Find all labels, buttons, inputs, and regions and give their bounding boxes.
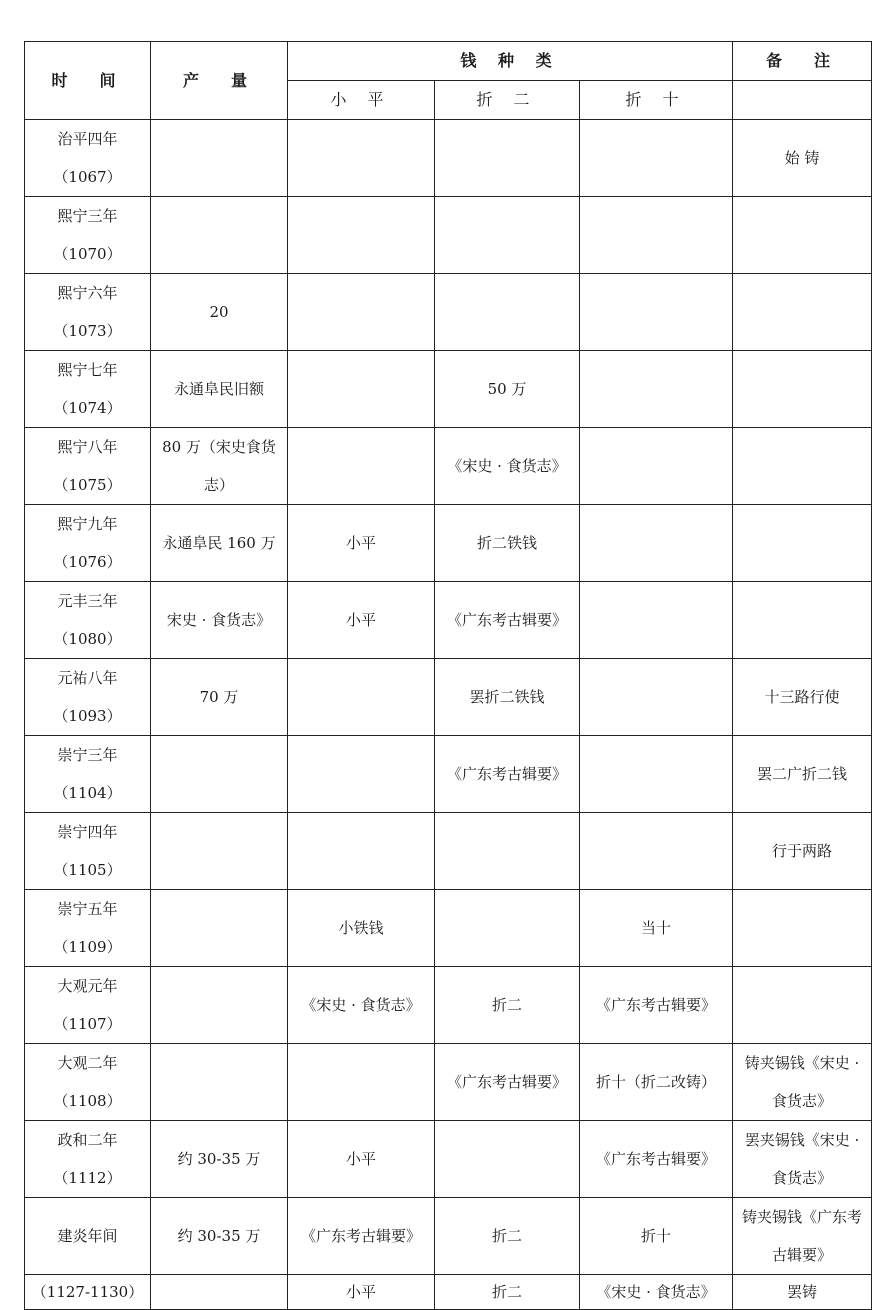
cell-note-text: 行于两路 — [772, 842, 833, 860]
table-row — [25, 890, 872, 967]
period-year: （1109） — [53, 938, 122, 956]
cell-note — [733, 505, 872, 582]
cell-zhe-er-text: 《广东考古辑要》 — [446, 765, 567, 783]
cell-zhe-er-text: 《广东考古辑要》 — [446, 611, 567, 629]
cell-time — [25, 1121, 151, 1198]
cell-zhe-er — [435, 1121, 580, 1198]
cell-zhe-shi — [580, 582, 733, 659]
cell-note — [733, 197, 872, 274]
cell-xiaoping — [288, 736, 435, 813]
cell-zhe-er-text: 罢折二铁钱 — [469, 688, 545, 706]
cell-output — [151, 1198, 288, 1275]
cell-zhe-shi — [580, 890, 733, 967]
cell-zhe-er — [435, 428, 580, 505]
cell-note — [733, 274, 872, 351]
cell-note — [733, 890, 872, 967]
cell-xiaoping-text: 《广东考古辑要》 — [300, 1227, 421, 1245]
cell-xiaoping — [288, 659, 435, 736]
cell-time — [25, 197, 151, 274]
table-row — [25, 582, 872, 659]
cell-time — [25, 736, 151, 813]
cell-zhe-er-text: 《宋史 · 食货志》 — [447, 457, 567, 475]
header-zhe-er: 折 二 — [435, 81, 580, 120]
cell-note — [733, 428, 872, 505]
period-year: （1080） — [53, 630, 122, 648]
period-year: （1108） — [53, 1092, 122, 1110]
period-name: 熙宁三年 — [57, 207, 118, 225]
cell-note-text: 铸夹锡钱《宋史 · 食货志》 — [744, 1054, 860, 1110]
header-xiaoping: 小 平 — [288, 81, 435, 120]
cell-time — [25, 428, 151, 505]
cell-note-text: 罢夹锡钱《宋史 · 食货志》 — [744, 1131, 860, 1187]
cell-zhe-shi — [580, 197, 733, 274]
cell-zhe-er — [435, 274, 580, 351]
cell-zhe-er — [435, 890, 580, 967]
cell-xiaoping — [288, 967, 435, 1044]
cell-zhe-er — [435, 351, 580, 428]
cell-zhe-shi-text: 当十 — [641, 919, 672, 937]
period-name: 崇宁四年 — [57, 823, 118, 841]
cell-output — [151, 351, 288, 428]
cell-zhe-er-text: 50 万 — [487, 380, 527, 398]
cell-zhe-shi-text: 折十（折二改铸） — [596, 1073, 717, 1091]
period-year: （1070） — [53, 245, 122, 263]
cell-time — [25, 967, 151, 1044]
cell-note — [733, 351, 872, 428]
cell-zhe-er — [435, 659, 580, 736]
cell-zhe-er-text: 折二 — [491, 996, 522, 1014]
cell-xiaoping — [288, 120, 435, 197]
cell-xiaoping — [288, 813, 435, 890]
cell-xiaoping — [288, 351, 435, 428]
period-name: 崇宁三年 — [57, 746, 118, 764]
cell-time — [25, 1198, 151, 1275]
period-year: （1076） — [53, 553, 122, 571]
cell-zhe-shi — [580, 813, 733, 890]
period-name: 大观二年 — [57, 1054, 118, 1072]
cell-xiaoping-text: 小平 — [345, 611, 376, 629]
cell-time — [25, 659, 151, 736]
cell-xiaoping-text: 小平 — [345, 534, 376, 552]
cell-note-text: 始 铸 — [784, 149, 820, 167]
header-notes: 备 注 — [733, 42, 872, 81]
cell-xiaoping — [288, 1198, 435, 1275]
table-row — [25, 967, 872, 1044]
cell-zhe-shi — [580, 1044, 733, 1121]
cell-output-text: 80 万（宋史食货志） — [162, 438, 276, 494]
cell-note — [733, 967, 872, 1044]
cell-zhe-er-text: 折二铁钱 — [476, 534, 537, 552]
cell-zhe-er — [435, 197, 580, 274]
cell-output-text: 宋史 · 食货志》 — [166, 611, 272, 629]
table-row — [25, 1198, 872, 1275]
cell-output-text: 70 万 — [199, 688, 239, 706]
cell-output — [151, 120, 288, 197]
period-name: 熙宁九年 — [57, 515, 118, 533]
cell-output — [151, 197, 288, 274]
cell-time — [25, 890, 151, 967]
cell-time — [25, 582, 151, 659]
cell-zhe-shi — [580, 120, 733, 197]
cell-time — [25, 505, 151, 582]
period-name: 元祐八年 — [57, 669, 118, 687]
cell-xiaoping — [288, 890, 435, 967]
cell-output — [151, 1275, 288, 1310]
cell-note — [733, 1044, 872, 1121]
cell-output-text: 20 — [209, 303, 229, 321]
cell-time: （1127-1130） — [25, 1275, 151, 1310]
cell-xiaoping — [288, 197, 435, 274]
cell-output-text: 永通阜民 160 万 — [162, 534, 276, 552]
table-row — [25, 813, 872, 890]
table-row — [25, 659, 872, 736]
cell-note — [733, 1121, 872, 1198]
cell-zhe-er — [435, 582, 580, 659]
cell-note — [733, 120, 872, 197]
cell-note — [733, 582, 872, 659]
period-name: 熙宁八年 — [57, 438, 118, 456]
cell-note-text: 罢二广折二钱 — [757, 765, 848, 783]
cell-zhe-shi — [580, 736, 733, 813]
table-row — [25, 1121, 872, 1198]
period-year: （1067） — [53, 168, 122, 186]
cell-note — [733, 659, 872, 736]
cell-xiaoping — [288, 428, 435, 505]
cell-zhe-shi — [580, 967, 733, 1044]
header-notes-empty — [733, 81, 872, 120]
period-name: 政和二年 — [57, 1131, 118, 1149]
cell-note-text: 铸夹锡钱《广东考古辑要》 — [742, 1208, 863, 1264]
period-year: （1107） — [53, 1015, 122, 1033]
period-year: （1105） — [53, 861, 122, 879]
cell-note — [733, 1198, 872, 1275]
header-time: 时 间 — [25, 42, 151, 120]
cell-output-text: 永通阜民旧额 — [173, 380, 264, 398]
cell-output — [151, 1044, 288, 1121]
cell-output — [151, 428, 288, 505]
period-year: （1104） — [53, 784, 122, 802]
cell-zhe-shi — [580, 505, 733, 582]
cell-output-text: 约 30-35 万 — [177, 1227, 261, 1245]
coin-minting-table — [24, 41, 872, 1310]
period-name: 崇宁五年 — [57, 900, 118, 918]
cell-zhe-shi: 《宋史 · 食货志》 — [580, 1275, 733, 1310]
cell-output — [151, 890, 288, 967]
cell-xiaoping — [288, 505, 435, 582]
cell-zhe-shi-text: 《广东考古辑要》 — [596, 996, 717, 1014]
cell-output — [151, 736, 288, 813]
table-row — [25, 351, 872, 428]
table-row — [25, 736, 872, 813]
cell-xiaoping — [288, 1044, 435, 1121]
period-year: （1093） — [53, 707, 122, 725]
period-name: 元丰三年 — [57, 592, 118, 610]
period-name: 治平四年 — [57, 130, 118, 148]
table-row — [25, 1044, 872, 1121]
cell-time — [25, 813, 151, 890]
cell-output — [151, 967, 288, 1044]
table-row — [25, 274, 872, 351]
period-year: （1075） — [53, 476, 122, 494]
period-name: 建炎年间 — [57, 1227, 118, 1245]
table-row — [25, 428, 872, 505]
header-output: 产 量 — [151, 42, 288, 120]
cell-zhe-shi — [580, 428, 733, 505]
period-year: （1112） — [53, 1169, 122, 1187]
cell-zhe-shi-text: 折十 — [641, 1227, 672, 1245]
period-name: 熙宁六年 — [57, 284, 118, 302]
cell-zhe-shi — [580, 274, 733, 351]
cell-zhe-shi — [580, 1121, 733, 1198]
period-year: （1074） — [53, 399, 122, 417]
period-name: 大观元年 — [57, 977, 118, 995]
header-zhe-shi: 折 十 — [580, 81, 733, 120]
cell-zhe-er-text: 《广东考古辑要》 — [446, 1073, 567, 1091]
table-row — [25, 505, 872, 582]
table-row — [25, 120, 872, 197]
cell-output — [151, 582, 288, 659]
cell-output — [151, 659, 288, 736]
cell-time — [25, 120, 151, 197]
page-header-faint — [380, 6, 530, 34]
cell-zhe-er — [435, 1044, 580, 1121]
cell-xiaoping-text: 小铁钱 — [338, 919, 384, 937]
header-row — [25, 42, 872, 81]
header-coin-types: 钱 种 类 — [288, 42, 733, 81]
cell-zhe-er — [435, 967, 580, 1044]
cell-zhe-shi — [580, 1198, 733, 1275]
cell-output — [151, 813, 288, 890]
period-name: 熙宁七年 — [57, 361, 118, 379]
cell-note — [733, 736, 872, 813]
cell-xiaoping: 小平 — [288, 1275, 435, 1310]
cell-zhe-er — [435, 1198, 580, 1275]
cell-zhe-er: 折二 — [435, 1275, 580, 1310]
cell-xiaoping-text: 小平 — [345, 1150, 376, 1168]
cell-zhe-shi-text: 《广东考古辑要》 — [596, 1150, 717, 1168]
cell-note — [733, 813, 872, 890]
cell-zhe-shi — [580, 351, 733, 428]
cell-xiaoping — [288, 1121, 435, 1198]
cell-time — [25, 1044, 151, 1121]
cell-output — [151, 1121, 288, 1198]
cell-time — [25, 274, 151, 351]
cell-xiaoping — [288, 582, 435, 659]
cell-xiaoping — [288, 274, 435, 351]
cell-time — [25, 351, 151, 428]
cell-zhe-er — [435, 505, 580, 582]
cell-zhe-er-text: 折二 — [491, 1227, 522, 1245]
cell-zhe-er — [435, 813, 580, 890]
cell-output — [151, 274, 288, 351]
cell-zhe-er — [435, 120, 580, 197]
table-row-last — [25, 1275, 872, 1310]
cell-output — [151, 505, 288, 582]
cell-xiaoping-text: 《宋史 · 食货志》 — [301, 996, 421, 1014]
cell-note: 罢铸 — [733, 1275, 872, 1310]
table-row — [25, 197, 872, 274]
period-year: （1073） — [53, 322, 122, 340]
cell-zhe-er — [435, 736, 580, 813]
cell-zhe-shi — [580, 659, 733, 736]
cell-output-text: 约 30-35 万 — [177, 1150, 261, 1168]
cell-note-text: 十三路行使 — [764, 688, 840, 706]
